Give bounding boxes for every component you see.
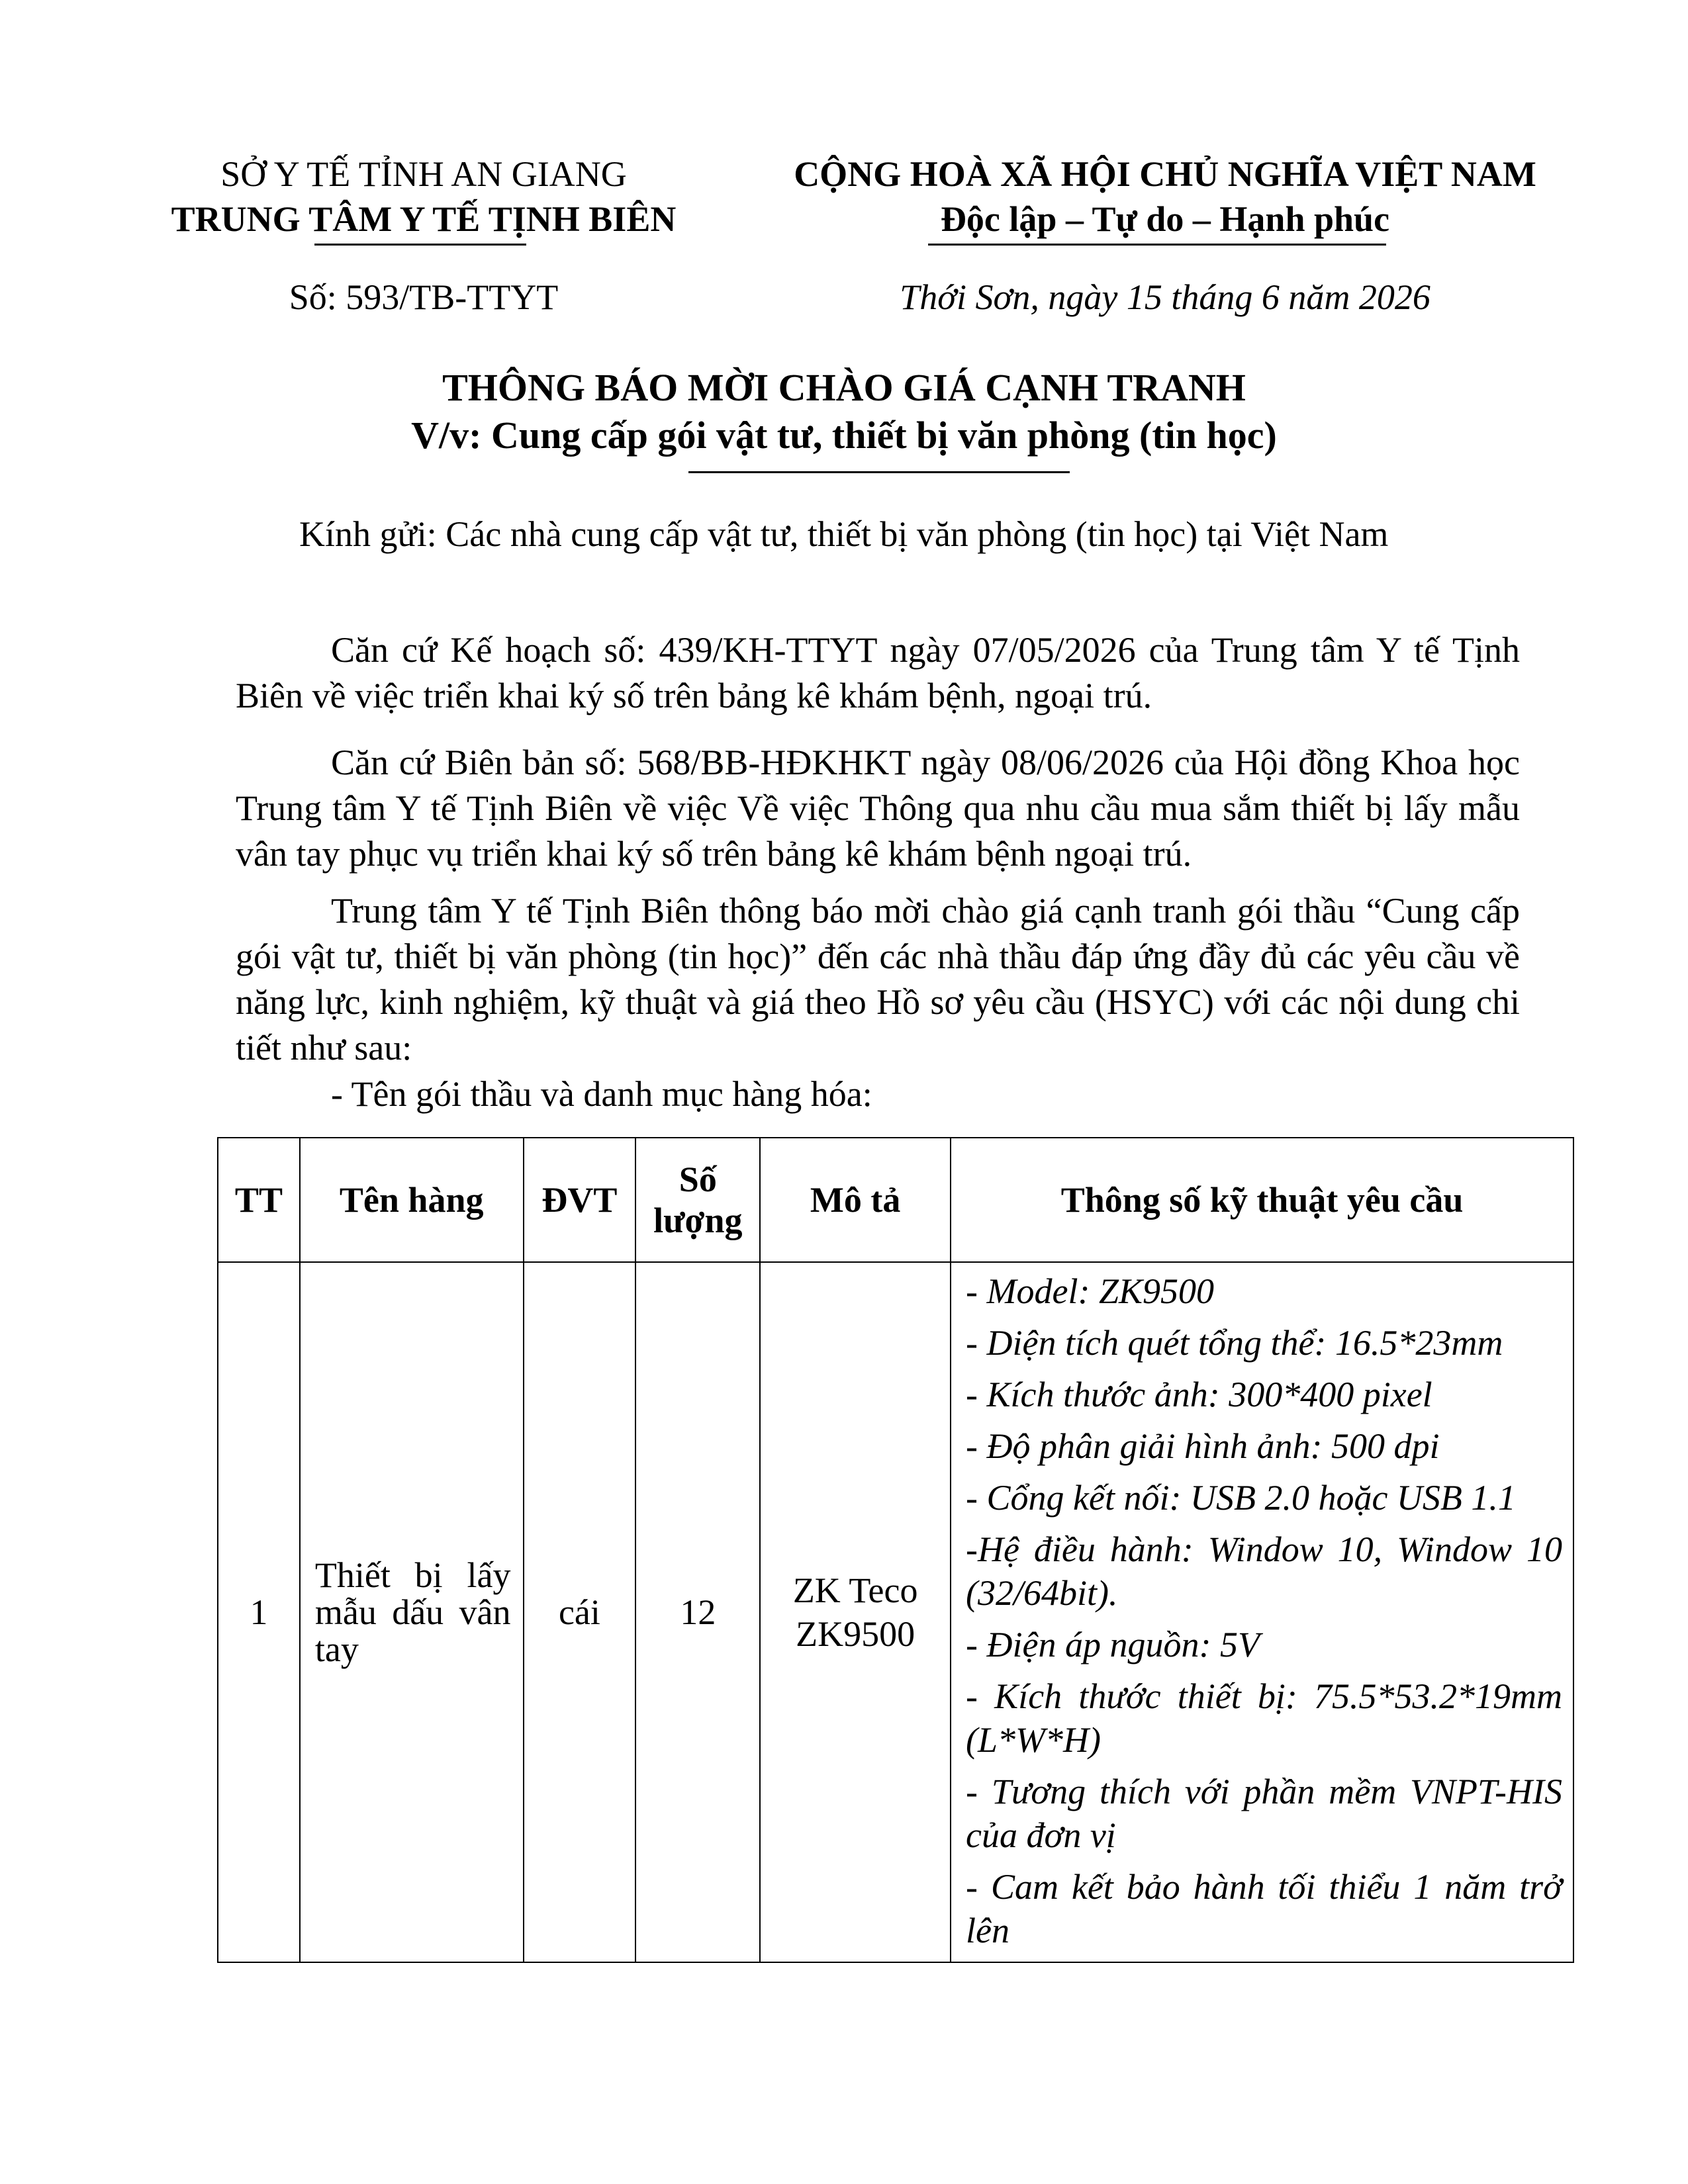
header-quantity-line1: Số [679,1160,717,1199]
header-description: Mô tả [760,1138,951,1262]
row-specifications [951,1262,1573,1962]
row-item-name: Thiết bị lấy mẫu dấu vân tay [300,1262,524,1962]
table-row [218,1262,1573,1962]
spec-item: - Cổng kết nối: USB 2.0 hoặc USB 1.1 [966,1478,1516,1518]
row-tt: 1 [218,1262,300,1962]
country-heading: CỘNG HOÀ XÃ HỘI CHỦ NGHĨA VIỆT NAM [794,154,1536,194]
list-intro: - Tên gói thầu và danh mục hàng hóa: [331,1074,872,1114]
body-paragraph-invitation: Trung tâm Y tế Tịnh Biên thông báo mời chào giá cạnh tranh gói thầu “Cung cấp gói vật tư, thiết bị văn phòng (tin học)” đến các nhà thầu đáp ứng đầy đủ các yêu cầu về năng lực, kinh nghiệm, kỹ thuật và giá theo Hồ sơ yêu cầu (HSYC) với các nội dung chi tiết như sau: [236,891,1520,1068]
parent-organization: SỞ Y TẾ TỈNH AN GIANG [220,154,627,194]
spec-item: - Tương thích với phần mềm VNPT-HIS của đơn vị [966,1772,1562,1855]
row-unit: cái [524,1262,636,1962]
title-underline [688,471,1070,473]
header-tt: TT [218,1138,300,1262]
table-header-row [218,1138,1573,1262]
header-specifications: Thông số kỹ thuật yêu cầu [951,1138,1573,1262]
spec-item: -Hệ điều hành: Window 10, Window 10 (32/64bit). [966,1529,1562,1613]
header-unit: ĐVT [524,1138,636,1262]
row-description [760,1262,951,1962]
row-description-line2: ZK9500 [796,1614,915,1654]
spec-item: - Cam kết bảo hành tối thiểu 1 năm trở lên [966,1867,1562,1950]
place-and-date: Thới Sơn, ngày 15 tháng 6 năm 2026 [900,277,1430,317]
body-paragraph-minutes: Căn cứ Biên bản số: 568/BB-HĐKHKT ngày 08/06/2026 của Hội đồng Khoa học Trung tâm Y tế Tịnh Biên về việc Về việc Thông qua nhu cầu mua sắm thiết bị lấy mẫu vân tay phục vụ triển khai ký số trên bảng kê khám bệnh ngoại trú. [236,743,1520,874]
spec-item: - Diện tích quét tổng thể: 16.5*23mm [966,1323,1503,1363]
document-number: Số: 593/TB-TTYT [289,277,559,317]
organization-underline [314,244,526,246]
header-quantity-line2: lượng [653,1201,743,1240]
organization-name: TRUNG TÂM Y TẾ TỊNH BIÊN [171,199,677,239]
row-quantity: 12 [635,1262,760,1962]
motto-underline [928,244,1386,246]
spec-item: - Độ phân giải hình ảnh: 500 dpi [966,1426,1440,1466]
header-quantity [635,1138,760,1262]
header-name: Tên hàng [300,1138,524,1262]
spec-item: - Model: ZK9500 [966,1271,1215,1311]
body-paragraph-plan: Căn cứ Kế hoạch số: 439/KH-TTYT ngày 07/05/2026 của Trung tâm Y tế Tịnh Biên về việc triển khai ký số trên bảng kê khám bệnh, ngoại trú. [236,630,1520,715]
spec-item: - Kích thước thiết bị: 75.5*53.2*19mm (L*W*H) [966,1676,1562,1760]
national-motto: Độc lập – Tự do – Hạnh phúc [940,199,1390,239]
addressee: Kính gửi: Các nhà cung cấp vật tư, thiết bị văn phòng (tin học) tại Việt Nam [299,514,1389,554]
document-subject: V/v: Cung cấp gói vật tư, thiết bị văn phòng (tin học) [411,414,1277,457]
spec-item: - Điện áp nguồn: 5V [966,1625,1260,1664]
document-title: THÔNG BÁO MỜI CHÀO GIÁ CẠNH TRANH [442,366,1246,409]
spec-item: - Kích thước ảnh: 300*400 pixel [966,1375,1432,1414]
items-table [217,1137,1574,1963]
row-description-line1: ZK Teco [792,1570,918,1610]
